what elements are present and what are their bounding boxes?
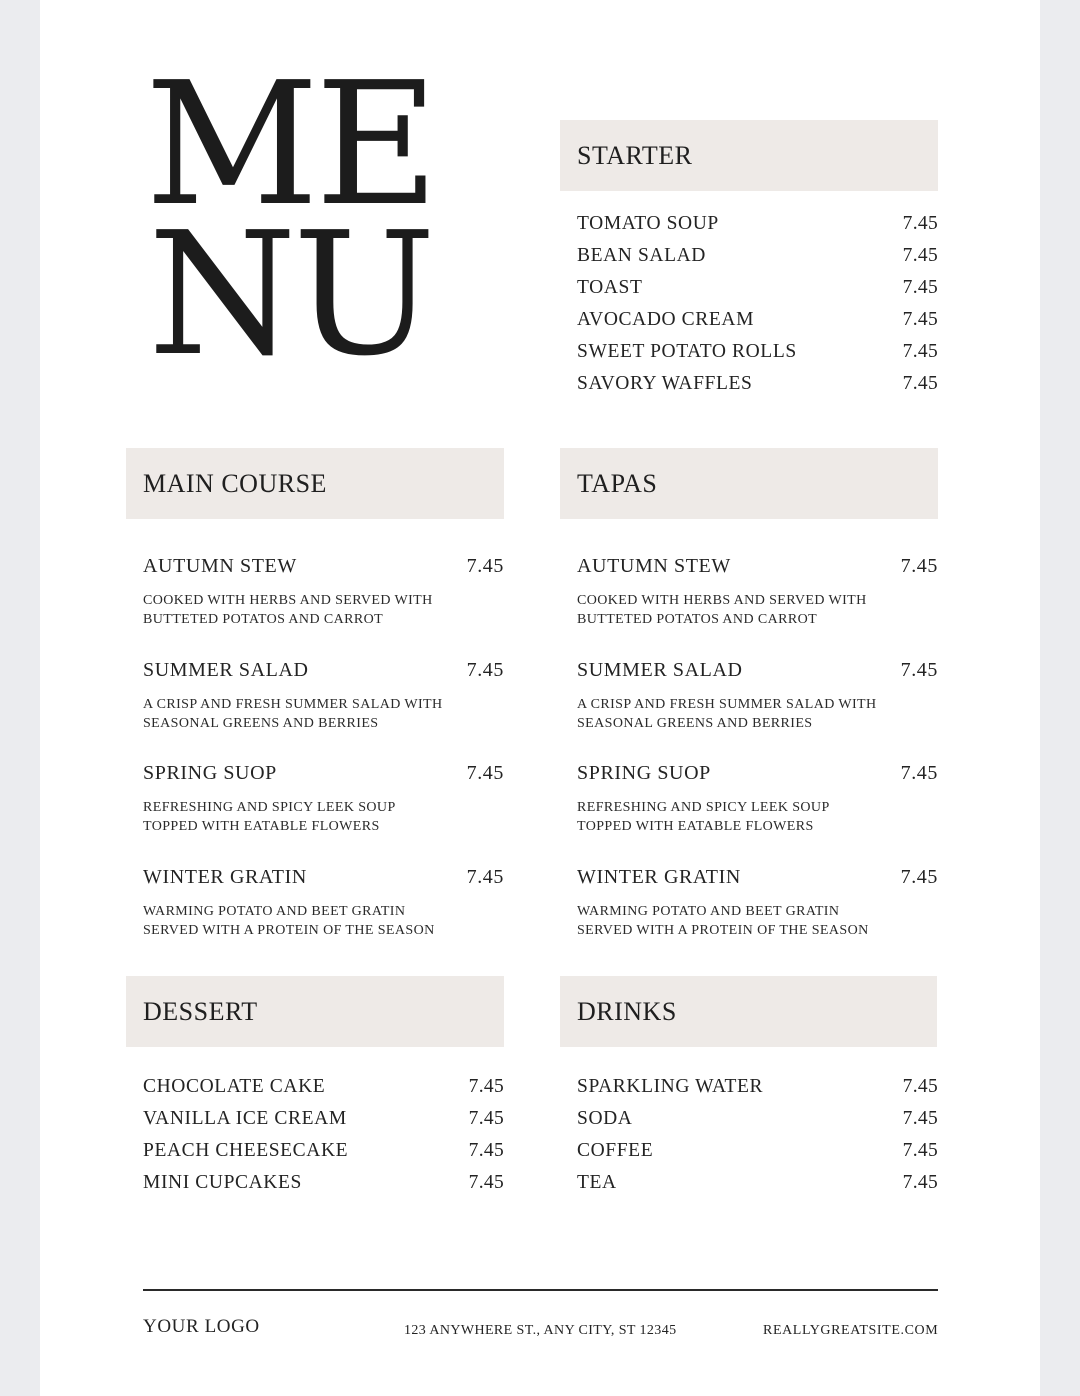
dessert-heading: DESSERT — [143, 996, 258, 1026]
list-item — [143, 1076, 504, 1108]
list-item — [577, 309, 938, 341]
starter-header — [560, 120, 938, 191]
tapas-list — [577, 555, 938, 970]
dish-price: 7.45 — [466, 866, 504, 889]
dish-name: SPRING SUOP — [143, 762, 277, 785]
dish-description: A CRISP AND FRESH SUMMER SALAD WITH SEASONAL GREENS AND BERRIES — [577, 696, 877, 731]
item-name: COFFEE — [577, 1140, 654, 1161]
dish-description: A CRISP AND FRESH SUMMER SALAD WITH SEASONAL GREENS AND BERRIES — [143, 696, 443, 731]
list-item — [577, 866, 938, 970]
list-item — [577, 277, 938, 309]
dish-price: 7.45 — [466, 555, 504, 577]
dish-price: 7.45 — [900, 762, 938, 785]
dish-name: SUMMER SALAD — [577, 658, 743, 681]
dish-description: WARMING POTATO AND BEET GRATIN SERVED WITH A PROTEIN OF THE SEASON — [577, 904, 869, 939]
list-item — [143, 762, 504, 866]
item-price: 7.45 — [902, 373, 938, 394]
item-price: 7.45 — [468, 1140, 504, 1161]
tapas-heading: TAPAS — [577, 468, 658, 498]
item-name: TOMATO SOUP — [577, 213, 719, 234]
list-item — [577, 1076, 938, 1108]
list-item — [577, 1172, 938, 1204]
footer-address: 123 ANYWHERE ST., ANY CITY, ST 12345 — [404, 1323, 677, 1338]
item-price: 7.45 — [902, 277, 938, 298]
list-item — [577, 213, 938, 245]
dish-price: 7.45 — [900, 555, 938, 577]
list-item — [577, 1108, 938, 1140]
item-name: AVOCADO CREAM — [577, 309, 755, 330]
list-item — [143, 1108, 504, 1140]
dish-description: WARMING POTATO AND BEET GRATIN SERVED WITH A PROTEIN OF THE SEASON — [143, 904, 435, 939]
list-item — [577, 373, 938, 405]
item-price: 7.45 — [468, 1172, 504, 1193]
list-item — [577, 555, 938, 659]
dish-name: AUTUMN STEW — [577, 555, 731, 577]
list-item — [577, 245, 938, 277]
dish-description: COOKED WITH HERBS AND SERVED WITH BUTTETED POTATOS AND CARROT — [577, 593, 867, 627]
item-price: 7.45 — [902, 213, 938, 234]
item-price: 7.45 — [468, 1108, 504, 1129]
menu-title-line-2: NU — [147, 196, 433, 394]
drinks-header — [560, 976, 937, 1047]
dish-price: 7.45 — [900, 866, 938, 889]
list-item — [577, 659, 938, 763]
item-price: 7.45 — [902, 309, 938, 330]
item-price: 7.45 — [902, 245, 938, 266]
footer-logo: YOUR LOGO — [143, 1316, 260, 1337]
item-name: PEACH CHEESECAKE — [143, 1140, 349, 1161]
item-price: 7.45 — [468, 1076, 504, 1097]
dessert-list — [143, 1076, 504, 1204]
dish-name: SUMMER SALAD — [143, 658, 309, 681]
dish-name: AUTUMN STEW — [143, 555, 297, 577]
dish-price: 7.45 — [466, 658, 504, 681]
item-name: CHOCOLATE CAKE — [143, 1076, 326, 1097]
main-course-header — [126, 448, 504, 519]
drinks-list — [577, 1076, 938, 1204]
main-course-list — [143, 555, 504, 970]
footer-divider — [143, 1289, 938, 1291]
dish-name: SPRING SUOP — [577, 762, 711, 785]
dessert-header — [126, 976, 504, 1047]
list-item — [577, 341, 938, 373]
list-item — [143, 555, 504, 659]
list-item — [143, 1140, 504, 1172]
dish-description: COOKED WITH HERBS AND SERVED WITH BUTTETED POTATOS AND CARROT — [143, 593, 433, 627]
list-item — [577, 1140, 938, 1172]
item-name: SWEET POTATO ROLLS — [577, 341, 797, 362]
dish-description: REFRESHING AND SPICY LEEK SOUP TOPPED WITH EATABLE FLOWERS — [143, 800, 396, 835]
menu-title-line-1: ME — [144, 46, 436, 244]
item-price: 7.45 — [902, 341, 938, 362]
list-item — [143, 866, 504, 970]
item-price: 7.45 — [902, 1076, 938, 1097]
starter-list — [577, 213, 938, 405]
dish-description: REFRESHING AND SPICY LEEK SOUP TOPPED WITH EATABLE FLOWERS — [577, 800, 830, 835]
item-name: TOAST — [577, 277, 643, 298]
list-item — [143, 1172, 504, 1204]
starter-heading: STARTER — [577, 140, 693, 170]
dish-name: WINTER GRATIN — [143, 866, 307, 889]
item-name: TEA — [577, 1172, 617, 1193]
dish-name: WINTER GRATIN — [577, 866, 741, 889]
main-course-heading: MAIN COURSE — [143, 468, 327, 498]
item-name: SODA — [577, 1108, 633, 1129]
tapas-header — [560, 448, 938, 519]
dish-price: 7.45 — [466, 762, 504, 785]
item-name: MINI CUPCAKES — [143, 1172, 302, 1193]
list-item — [577, 762, 938, 866]
dish-price: 7.45 — [900, 658, 938, 681]
list-item — [143, 659, 504, 763]
item-name: VANILLA ICE CREAM — [143, 1108, 347, 1129]
item-price: 7.45 — [902, 1140, 938, 1161]
item-name: BEAN SALAD — [577, 245, 706, 266]
item-name: SPARKLING WATER — [577, 1076, 764, 1097]
item-name: SAVORY WAFFLES — [577, 373, 753, 394]
item-price: 7.45 — [902, 1108, 938, 1129]
item-price: 7.45 — [902, 1172, 938, 1193]
footer-website-link[interactable]: REALLYGREATSITE.COM — [763, 1323, 939, 1338]
drinks-heading: DRINKS — [577, 996, 677, 1026]
